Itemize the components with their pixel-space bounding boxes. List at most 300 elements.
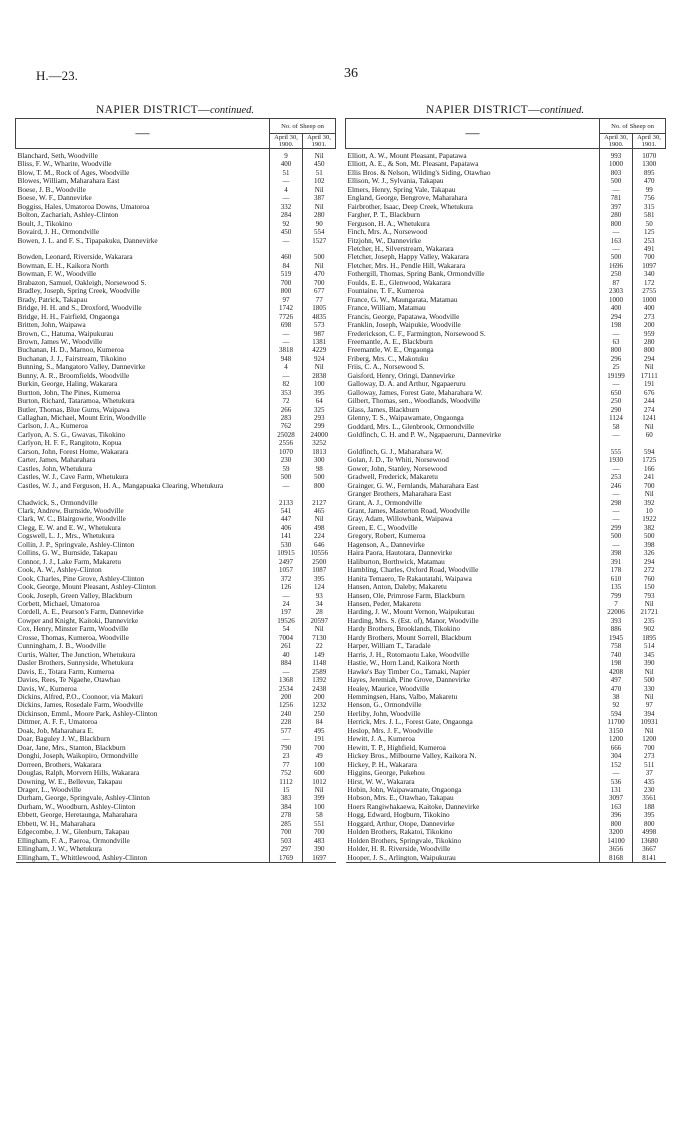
owner-name: Connor, J. J., Lake Farm, Makaretu [17, 557, 121, 566]
owner-name: Durham, W., Woodburn, Ashley-Clinton [17, 802, 136, 811]
sheep-1900-cell: 500 [600, 177, 633, 185]
sheep-1901-cell: 294 [633, 355, 666, 363]
table-row [346, 668, 666, 676]
owner-name: Dickinson, Emml., Moore Park, Ashley-Clinton [17, 709, 158, 718]
table-row [346, 837, 666, 845]
owner-cell [346, 566, 600, 574]
sheep-1901-cell: 700 [633, 482, 666, 490]
table-row [16, 710, 336, 718]
owner-name: Cunningham, J. B., Woodville [17, 642, 106, 651]
sheep-1900-cell: 698 [270, 321, 303, 329]
table-row [16, 482, 336, 490]
sheep-1900-cell: — [600, 228, 633, 236]
owner-cell [346, 744, 600, 752]
sheep-1901-cell: 58 [303, 811, 336, 819]
sheep-1900-cell: 23 [270, 752, 303, 760]
sheep-1901-cell: 1000 [633, 296, 666, 304]
table-row [346, 575, 666, 583]
table-row [16, 228, 336, 236]
owner-name: Grant, James, Masterton Road, Woodville [347, 507, 470, 516]
sheep-1900-cell: 7726 [270, 313, 303, 321]
sheep-1900-cell: 92 [270, 220, 303, 228]
sheep-1900-cell: 298 [600, 499, 633, 507]
table-row [346, 372, 666, 380]
sheep-1901-cell: 395 [303, 575, 336, 583]
table-row [346, 811, 666, 819]
table-row [16, 279, 336, 287]
sheep-1900-cell: 72 [270, 397, 303, 405]
owner-name: Dorreen, Brothers, Wakarara [17, 760, 102, 769]
owner-cell [346, 575, 600, 583]
owner-cell [346, 811, 600, 819]
sheep-1901-cell: 2838 [303, 372, 336, 380]
owner-cell [16, 828, 270, 836]
owner-cell [16, 406, 270, 414]
table-row [16, 330, 336, 338]
owner-header: — [16, 119, 270, 149]
table-row [16, 431, 336, 439]
sheep-1901-cell: 470 [303, 270, 336, 278]
table-row [346, 203, 666, 211]
sheep-1901-cell: Nil [303, 203, 336, 211]
owner-name: Davies, Rees, Te Ngaehe, Otawhao [17, 676, 121, 685]
owner-name: Bovaird, J. H., Ormondville [17, 228, 100, 237]
owner-cell [16, 701, 270, 709]
owner-name: Butler, Thomas, Blue Gums, Waipawa [17, 405, 130, 414]
owner-cell [16, 566, 270, 574]
owner-name: Finch, Mrs. A., Norsewood [347, 228, 428, 237]
owner-name: Dickins, James, Rosedale Farm, Woodville [17, 701, 144, 710]
sheep-1901-cell: 99 [633, 186, 666, 194]
table-row [16, 566, 336, 574]
owner-name: England, George, Bengrove, Maharahara [347, 194, 468, 203]
table-row [16, 592, 336, 600]
sheep-1900-cell: 666 [600, 744, 633, 752]
owner-name: Hirst, W. W., Wakarara [347, 777, 415, 786]
owner-name: Glenny, T. S., Waipawamate, Ongaonga [347, 414, 464, 423]
sheep-1900-cell: 555 [600, 448, 633, 456]
owner-cell [16, 414, 270, 422]
owner-cell [16, 448, 270, 456]
sheep-1901-cell: 272 [633, 566, 666, 574]
sheep-1901-cell: 21721 [633, 608, 666, 616]
table-row [16, 803, 336, 811]
owner-name: Franklin, Joseph, Waipukie, Woodville [347, 321, 461, 330]
table-row [16, 380, 336, 388]
table-row [16, 211, 336, 219]
sheep-1900-cell: 9 [270, 149, 303, 161]
table-row [346, 397, 666, 405]
owner-cell [346, 786, 600, 794]
owner-cell [346, 837, 600, 845]
table-row [16, 389, 336, 397]
sheep-1901-cell: 241 [633, 473, 666, 481]
owner-name: Curtis, Walter, The Junction, Whetukura [17, 650, 136, 659]
owner-cell [16, 338, 270, 346]
owner-cell [16, 794, 270, 802]
sheep-1900-cell: 1112 [270, 778, 303, 786]
owner-name: Gilbert, Thomas, sen., Woodlands, Woodville [347, 397, 481, 406]
sheep-1900-cell: 40 [270, 651, 303, 659]
sheep-1900-cell: — [600, 769, 633, 777]
sheep-1900-cell: 450 [270, 228, 303, 236]
table-row [346, 414, 666, 422]
owner-name: Galloway, D. A. and Arthur, Ngapaeruru [347, 380, 466, 389]
sheep-1900-cell: 1742 [270, 304, 303, 312]
table-row [16, 490, 336, 498]
table-row [346, 786, 666, 794]
sheep-1901-cell: 64 [303, 397, 336, 405]
table-row [16, 448, 336, 456]
sheep-1900-cell: 54 [270, 625, 303, 633]
owner-name: Bowen, J. L. and F. S., Tipapakuku, Dannevirke [17, 236, 158, 245]
sheep-1901-cell: 800 [633, 820, 666, 828]
district-title [345, 102, 665, 118]
sheep-1901-cell: 1300 [633, 160, 666, 168]
table-row [346, 228, 666, 236]
sheep-1900-cell [270, 245, 303, 253]
owner-cell [16, 313, 270, 321]
sheep-1901-cell: 1895 [633, 634, 666, 642]
owner-cell [346, 634, 600, 642]
owner-cell [346, 803, 600, 811]
sheep-1901-cell: 390 [303, 845, 336, 853]
table-row [16, 296, 336, 304]
table-row [346, 727, 666, 735]
table-row [16, 473, 336, 481]
owner-cell [16, 211, 270, 219]
sheep-1901-cell: 24000 [303, 431, 336, 439]
sheep-1900-cell: 240 [270, 710, 303, 718]
table-row [346, 237, 666, 245]
table-row [16, 304, 336, 312]
sheep-1901-cell: 1087 [303, 566, 336, 574]
owner-name: Carlyon, H. F. F., Rangitoto, Kopua [17, 439, 122, 448]
sheep-1901-cell: 10556 [303, 549, 336, 557]
owner-cell [16, 735, 270, 743]
owner-cell [346, 186, 600, 194]
sheep-1900-cell: 163 [600, 237, 633, 245]
table-row [346, 304, 666, 312]
owner-name: Douglas, Ralph, Morvern Hills, Wakarara [17, 769, 140, 778]
table-row [16, 837, 336, 845]
owner-cell [346, 456, 600, 464]
sheep-1901-cell: 2589 [303, 668, 336, 676]
owner-cell [16, 803, 270, 811]
owner-name: Davis, W., Kumeroa [17, 684, 77, 693]
owner-cell [346, 321, 600, 329]
sheep-1900-cell: 470 [600, 685, 633, 693]
owner-name: Francis, George, Papatawa, Woodville [347, 312, 460, 321]
owner-name: Dasler Brothers, Sunnyside, Whetukura [17, 659, 134, 668]
sheep-1901-cell: Nil [303, 786, 336, 794]
table-row [16, 794, 336, 802]
table-row [346, 549, 666, 557]
owner-name: Dittmer, A. F. F., Umatoroa [17, 718, 98, 727]
sheep-1901-cell: 60 [633, 431, 666, 439]
sheep-1901-cell: 273 [633, 752, 666, 760]
table-row [346, 828, 666, 836]
table-row [346, 769, 666, 777]
sheep-1901-cell: 37 [633, 769, 666, 777]
owner-name: Herrick, Mrs. J. L., Forest Gate, Ongaonga [347, 718, 473, 727]
table-row [16, 685, 336, 693]
owner-name: Fletcher, Joseph, Happy Valley, Wakarara [347, 253, 469, 262]
owner-name: Carlson, J. A., Kumeroa [17, 422, 88, 431]
owner-name: France, William, Matamau [347, 304, 426, 313]
owner-name: Brown, C., Hatuma, Waipukurau [17, 329, 114, 338]
sheep-1900-cell: 197 [270, 608, 303, 616]
sheep-1900-cell: 141 [270, 532, 303, 540]
owner-cell [16, 465, 270, 473]
owner-name: Hastie, W., Horn Land, Kaikora North [347, 659, 460, 668]
table-row [346, 169, 666, 177]
sheep-1901-cell: 1241 [633, 414, 666, 422]
sheep-1901-cell: 924 [303, 355, 336, 363]
sheep-1900-cell: 63 [600, 338, 633, 346]
owner-cell [16, 490, 270, 498]
owner-cell [16, 372, 270, 380]
owner-cell [346, 372, 600, 380]
page-header [36, 68, 666, 84]
sheep-1900-cell: 383 [270, 794, 303, 802]
sheep-1900-cell: 59 [270, 465, 303, 473]
table-row [346, 685, 666, 693]
table-row [16, 169, 336, 177]
sheep-1901-cell: 274 [633, 406, 666, 414]
owner-cell [346, 194, 600, 202]
owner-name: Doak, Job, Maharahara E. [17, 726, 94, 735]
sheep-1901-cell: 325 [303, 406, 336, 414]
owner-name: Hanita Temaero, Te Rakautatahi, Waipawa [347, 574, 472, 583]
owner-cell [346, 482, 600, 490]
sheep-1900-cell: 700 [270, 828, 303, 836]
owner-name: Carlyon, A. S. G., Gwavas, Tikokino [17, 430, 126, 439]
owner-cell [16, 600, 270, 608]
owner-cell [16, 262, 270, 270]
owner-name: Glass, James, Blackburn [347, 405, 420, 414]
table-row [346, 592, 666, 600]
sheep-1900-cell: 503 [270, 837, 303, 845]
sheep-1901-cell: 28 [303, 608, 336, 616]
owner-cell [16, 761, 270, 769]
table-row [16, 287, 336, 295]
sheep-1900-cell: — [600, 465, 633, 473]
table-row [16, 854, 336, 863]
table-row [16, 845, 336, 853]
table-row [16, 507, 336, 515]
owner-name: Galloway, James, Forest Gate, Maharahara W. [347, 388, 483, 397]
sheep-1901-cell: 676 [633, 389, 666, 397]
sheep-1900-cell: 1256 [270, 701, 303, 709]
sheep-1900-cell: 284 [270, 211, 303, 219]
district-title-text: NAPIER DISTRICT— [95, 104, 211, 116]
sheep-1900-cell: 7 [600, 600, 633, 608]
sheep-1900-cell: 758 [600, 642, 633, 650]
owner-cell [16, 287, 270, 295]
sheep-1900-cell: 178 [600, 566, 633, 574]
table-row [346, 321, 666, 329]
year-1901-header: April 30, 1901. [303, 134, 336, 149]
sheep-1901-cell: 500 [633, 676, 666, 684]
page-number: 36 [344, 66, 358, 81]
table-row [346, 761, 666, 769]
table-row [346, 406, 666, 414]
sheep-1901-cell: 293 [303, 414, 336, 422]
owner-cell [346, 253, 600, 261]
sheep-1901-cell: 200 [633, 321, 666, 329]
sheep-1900-cell: 152 [600, 761, 633, 769]
table-row [346, 220, 666, 228]
owner-name: Castles, W. J., Cave Farm, Whetukura [17, 473, 129, 482]
owner-cell [346, 828, 600, 836]
sheep-1900-cell: 19526 [270, 617, 303, 625]
sheep-1901-cell [303, 490, 336, 498]
table-row [346, 287, 666, 295]
owner-name: Bliss, F. W., Wharite, Woodville [17, 160, 112, 169]
owner-cell [346, 363, 600, 371]
table-row [16, 786, 336, 794]
owner-cell [16, 456, 270, 464]
year-1901-header: April 30, 1901. [633, 134, 666, 149]
sheep-1900-cell: — [600, 490, 633, 498]
owner-cell [346, 220, 600, 228]
owner-name: Hobson, Mrs. E., Otawhao, Takapau [347, 794, 454, 803]
owner-cell [16, 778, 270, 786]
table-row [346, 583, 666, 591]
sheep-1901-cell: 299 [303, 422, 336, 430]
table-row [16, 422, 336, 430]
sheep-1901-cell: 677 [303, 287, 336, 295]
sheep-1901-cell: 191 [633, 380, 666, 388]
sheep-1901-cell: 495 [303, 727, 336, 735]
owner-name: Ellis Bros. & Nelson, Wilding's Siding, Otawhao [347, 168, 491, 177]
sheep-1901-cell: 511 [633, 761, 666, 769]
sheep-1900-cell: 1000 [600, 160, 633, 168]
sheep-1900-cell: 135 [600, 583, 633, 591]
owner-name: Blanchard, Seth, Woodville [17, 151, 98, 160]
sheep-1901-cell: 800 [633, 346, 666, 354]
table-row [346, 186, 666, 194]
owner-cell [346, 414, 600, 422]
sheep-1901-cell: 191 [303, 735, 336, 743]
owner-cell [16, 659, 270, 667]
sheep-1901-cell: 77 [303, 296, 336, 304]
table-row [16, 313, 336, 321]
owner-cell [346, 287, 600, 295]
table-row [16, 718, 336, 726]
sheep-1901-cell: 1232 [303, 701, 336, 709]
owner-name: Cook, George, Mount Pleasant, Ashley-Clinton [17, 583, 156, 592]
owner-name: Davis, E., Totara Farm, Kumeroa [17, 667, 115, 676]
sheep-1901-cell: 514 [633, 642, 666, 650]
table-row [16, 752, 336, 760]
sheep-1900-cell: 296 [600, 355, 633, 363]
owner-name: Goddard, Mrs. L., Glenbrook, Ormondville [347, 422, 475, 431]
sheep-1901-cell: 100 [303, 803, 336, 811]
owner-cell [346, 406, 600, 414]
owner-cell [346, 330, 600, 338]
owner-name: Goldfinch, G. J., Maharahara W. [347, 447, 443, 456]
table-row [16, 245, 336, 253]
owner-cell [16, 710, 270, 718]
table-row [16, 186, 336, 194]
table-row [346, 194, 666, 202]
owner-name: Hagenson, A., Dannevirke [347, 540, 425, 549]
sheep-1900-cell: 2133 [270, 499, 303, 507]
owner-name: Cowper and Knight, Kaitoki, Dannevirke [17, 616, 139, 625]
sheep-1901-cell: Nil [633, 423, 666, 431]
table-row [16, 693, 336, 701]
owner-cell [16, 177, 270, 185]
sheep-count-header: No. of Sheep on [600, 119, 666, 134]
sheep-1900-cell: — [600, 515, 633, 523]
sheep-1901-cell: 280 [303, 211, 336, 219]
sheep-1901-cell: 294 [633, 558, 666, 566]
table-row [346, 380, 666, 388]
owner-name: Harding, Mrs. S. (Est. of), Manor, Woodville [347, 616, 479, 625]
sheep-1901-cell: 230 [633, 786, 666, 794]
owner-name: Ellingham, T., Whittlewood, Ashley-Clinton [17, 853, 148, 862]
owner-cell [16, 330, 270, 338]
owner-name: Bunny, A. R., Broomfields, Woodville [17, 371, 130, 380]
sheep-1901-cell [303, 245, 336, 253]
owner-cell [16, 676, 270, 684]
sheep-1900-cell: 2303 [600, 287, 633, 295]
table-row [16, 735, 336, 743]
sheep-1900-cell: 38 [600, 693, 633, 701]
sheep-1900-cell: 610 [600, 575, 633, 583]
table-row [16, 549, 336, 557]
table-row [16, 499, 336, 507]
sheep-1900-cell: 1696 [600, 262, 633, 270]
owner-name: Frederickson, C. F., Farmington, Norsewood S. [347, 329, 486, 338]
sheep-1901-cell: 2438 [303, 685, 336, 693]
table-row [16, 820, 336, 828]
sheep-1901-cell: Nil [633, 727, 666, 735]
sheep-1901-cell: 756 [633, 194, 666, 202]
table-row [16, 642, 336, 650]
table-row [346, 515, 666, 523]
sheep-1901-cell: 760 [633, 575, 666, 583]
owner-name: Bowden, Leonard, Riverside, Wakarara [17, 253, 133, 262]
sheep-1900-cell: 536 [600, 778, 633, 786]
sheep-1901-cell: 400 [633, 304, 666, 312]
sheep-1900-cell: 781 [600, 194, 633, 202]
sheep-1900-cell: 594 [600, 710, 633, 718]
sheep-1900-cell: 97 [270, 296, 303, 304]
owner-name: Hickey, P. H., Wakarara [347, 760, 418, 769]
sheep-1900-cell: 14100 [600, 837, 633, 845]
table-row [346, 558, 666, 566]
owner-cell [16, 296, 270, 304]
owner-name: Holden Brothers, Springvale, Tikokino [347, 836, 462, 845]
sheep-1901-cell: 93 [303, 592, 336, 600]
owner-cell [346, 389, 600, 397]
owner-cell [16, 186, 270, 194]
sheep-1900-cell: — [270, 372, 303, 380]
owner-name: Bunning, S., Mangatoro Valley, Dannevirke [17, 363, 146, 372]
owner-cell [346, 710, 600, 718]
table-row [16, 701, 336, 709]
sheep-1900-cell: 253 [600, 473, 633, 481]
sheep-1901-cell: Nil [303, 515, 336, 523]
owner-cell [16, 617, 270, 625]
table-row [346, 296, 666, 304]
sheep-1901-cell: 498 [303, 524, 336, 532]
owner-name: Downing, W. E., Bellevue, Takapau [17, 777, 123, 786]
sheep-1900-cell: — [600, 380, 633, 388]
